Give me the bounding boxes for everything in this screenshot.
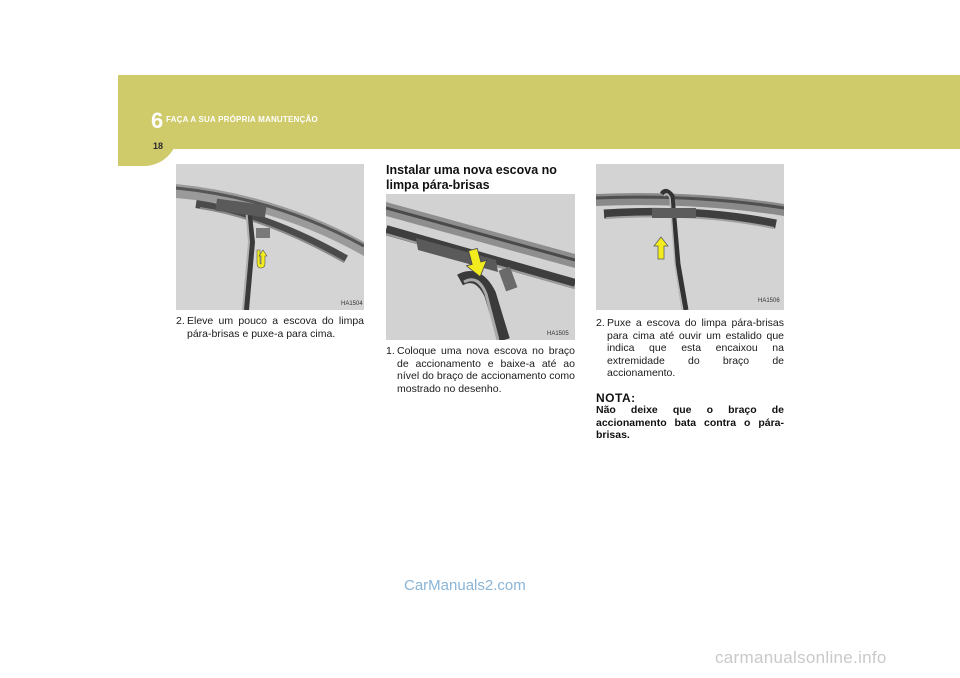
page-number: 18	[153, 141, 164, 151]
lift-wiper-arrow-icon	[254, 248, 268, 270]
step-number: 1.	[386, 345, 395, 357]
header-band	[118, 75, 960, 149]
figure-code: HA1505	[547, 331, 569, 337]
step-1-install	[386, 345, 575, 395]
note-label: NOTA:	[596, 391, 636, 405]
section-title: Instalar uma nova escova no limpa pára-brisas	[386, 163, 557, 192]
figure-wiper-lift	[176, 164, 364, 310]
step-2-lift	[176, 315, 364, 340]
step-2-snap	[596, 317, 784, 380]
step-text: Eleve um pouco a escova do limpa pára-brisas e puxe-a para cima.	[187, 315, 364, 340]
down-arrow-icon	[466, 248, 488, 278]
watermark-link[interactable]: CarManuals2.com	[404, 577, 526, 594]
chapter-number: 6	[151, 108, 164, 133]
figure-wiper-snap	[596, 164, 784, 310]
note-text: Não deixe que o braço de accionamento bata contra o pára-brisas.	[596, 404, 784, 441]
step-number: 2.	[176, 315, 185, 327]
bottom-watermark: carmanualsonline.info	[715, 648, 887, 667]
up-arrow-icon	[653, 236, 669, 260]
figure-code: HA1506	[758, 298, 780, 304]
figure-code: HA1504	[341, 301, 363, 307]
figure-wiper-install	[386, 194, 575, 340]
chapter-title: FAÇA A SUA PRÓPRIA MANUTENÇÃO	[166, 115, 318, 124]
step-text: Puxe a escova do limpa pára-brisas para cima até ouvir um estalido que indica que esta encaixou na extremidade do braço de accionamento.	[607, 317, 784, 379]
step-number: 2.	[596, 317, 605, 329]
header-page-tab	[118, 132, 178, 166]
step-text: Coloque uma nova escova no braço de accionamento e baixe-a até ao nível do braço de accionamento como mostrado no desenho.	[397, 345, 575, 395]
